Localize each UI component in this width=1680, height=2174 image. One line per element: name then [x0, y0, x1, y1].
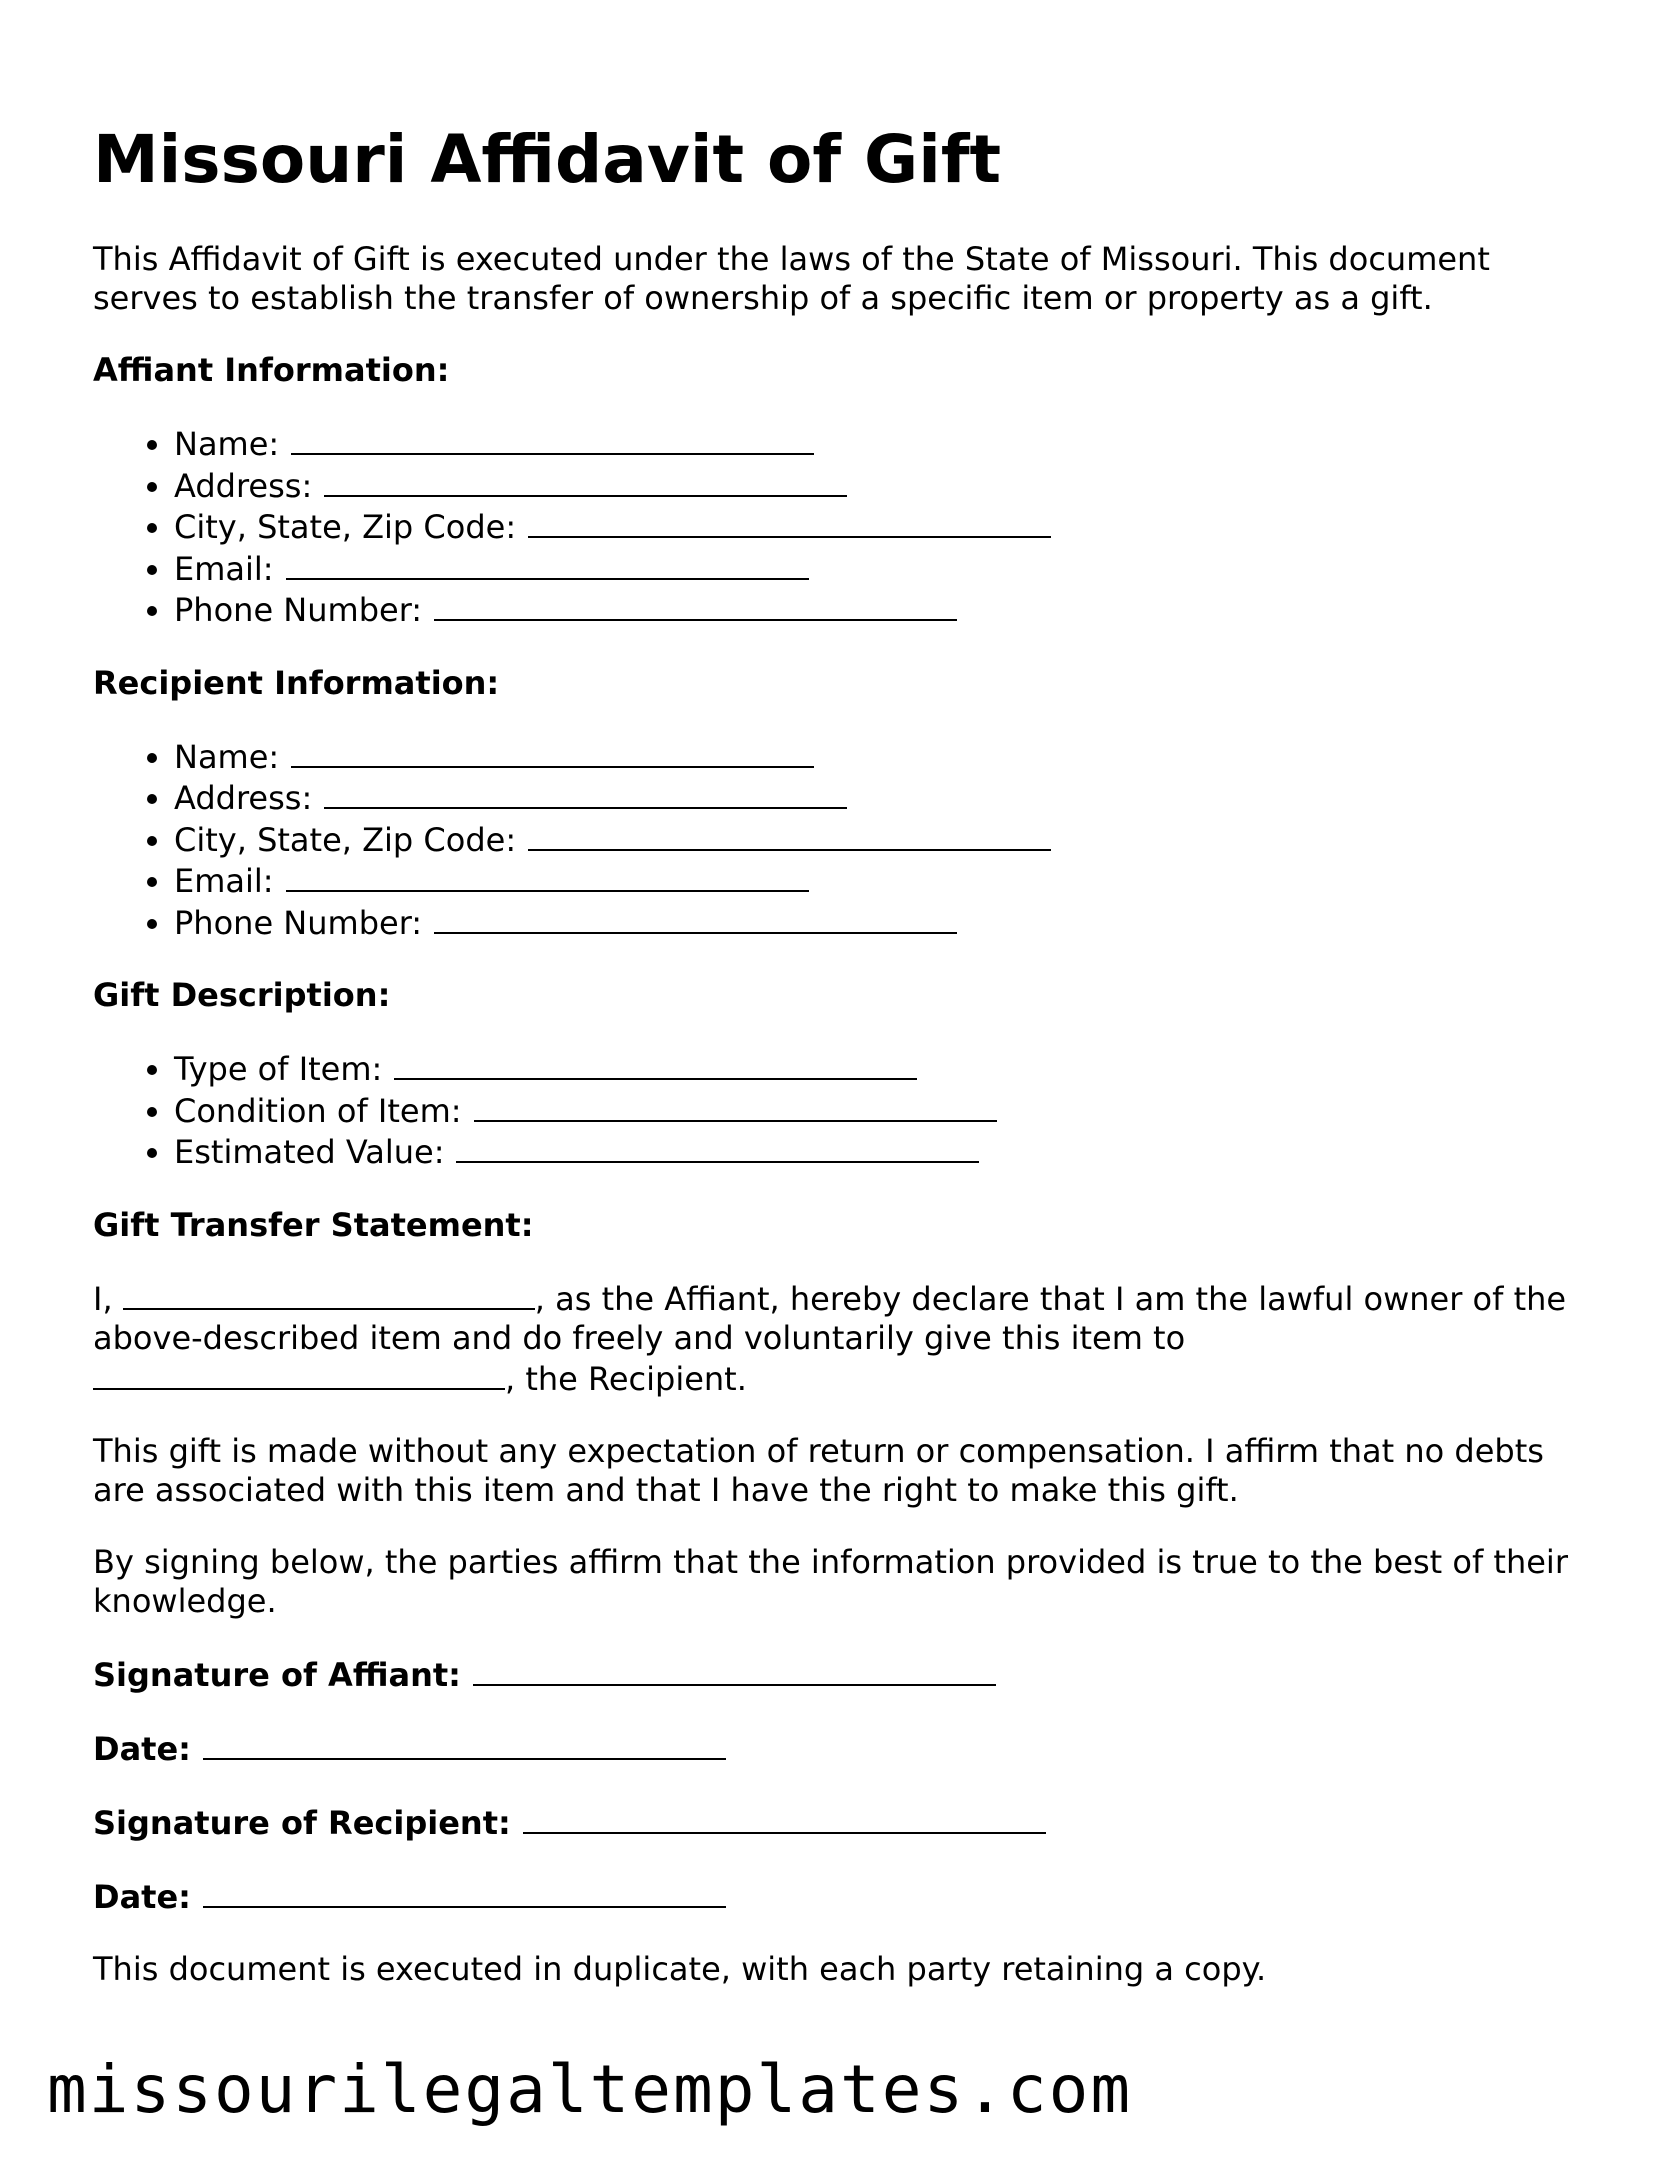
field-label: Phone Number: [174, 591, 423, 629]
gift-fields-list [93, 1048, 1603, 1173]
no-return-paragraph: This gift is made without any expectation of return or compensation. I affirm that no debts are associated with this item and that I have the right to make this gift. [93, 1431, 1544, 1509]
recipient-date-row [93, 1876, 1603, 1917]
recipient-email-blank[interactable] [286, 860, 809, 892]
affiant-fields-list [93, 423, 1603, 631]
list-item [174, 1090, 1603, 1132]
affirm-paragraph: By signing below, the parties affirm that the information provided is true to the best of their knowledge. [93, 1542, 1568, 1620]
document-title: Missouri Affidavit of Gift [93, 121, 1002, 198]
recipient-address-blank[interactable] [324, 777, 847, 809]
field-label: Email: [174, 549, 274, 588]
document-body [93, 240, 1603, 2022]
field-label: Phone Number: [174, 903, 423, 942]
list-item [174, 548, 1603, 590]
affiant-date-row [93, 1728, 1603, 1769]
affiant-heading: Affiant Information: [93, 351, 450, 389]
site-watermark: missourilegaltemplates.com [47, 2051, 1133, 2128]
field-label: Address: [174, 779, 313, 817]
intro-paragraph: This Affidavit of Gift is executed under the laws of the State of Missouri. This document serves to establish the transfer of ownership of a specific item or property as a gift. [93, 240, 1490, 317]
field-label: City, State, Zip Code: [174, 820, 517, 859]
list-item [174, 465, 1603, 507]
list-item [174, 423, 1603, 465]
recipient-fields-list [93, 736, 1603, 944]
list-item [174, 736, 1603, 778]
recipient-date-label: Date: [93, 1877, 191, 1916]
affiant-signature-label: Signature of Affiant: [93, 1655, 461, 1694]
recipient-date-blank[interactable] [203, 1876, 726, 1908]
list-item [174, 819, 1603, 861]
recipient-signature-row [93, 1802, 1603, 1843]
affiant-signature-blank[interactable] [473, 1654, 996, 1686]
list-item [174, 902, 1603, 944]
affiant-email-blank[interactable] [286, 548, 809, 580]
field-label: Name: [174, 425, 280, 463]
transfer-text-1: I, [93, 1279, 123, 1318]
list-item [174, 1131, 1603, 1173]
closing-paragraph: This document is executed in duplicate, with each party retaining a copy. [93, 1949, 1267, 1988]
list-item [174, 589, 1603, 631]
field-label: Email: [174, 862, 274, 900]
list-item [174, 1048, 1603, 1090]
recipient-city-state-zip-blank[interactable] [528, 819, 1051, 851]
transfer-text-3: , the Recipient. [505, 1359, 747, 1398]
recipient-name-inline-blank[interactable] [93, 1358, 505, 1390]
affiant-signature-row [93, 1654, 1603, 1695]
transfer-text-2: , as the Affiant, hereby declare that I am the lawful owner of the above-described item and do freely and voluntarily give this item to [93, 1279, 1567, 1357]
list-item [174, 506, 1603, 548]
transfer-statement [93, 1278, 1603, 1399]
transfer-heading: Gift Transfer Statement: [93, 1205, 534, 1244]
affiant-date-label: Date: [93, 1729, 191, 1768]
affiant-city-state-zip-blank[interactable] [528, 506, 1051, 538]
recipient-signature-blank[interactable] [523, 1802, 1046, 1834]
recipient-phone-blank[interactable] [434, 902, 957, 934]
affiant-name-blank[interactable] [291, 423, 814, 455]
affiant-phone-blank[interactable] [434, 589, 957, 621]
field-label: Address: [174, 466, 313, 505]
affiant-name-inline-blank[interactable] [123, 1278, 535, 1310]
affiant-address-blank[interactable] [324, 465, 847, 497]
field-label: City, State, Zip Code: [174, 508, 517, 546]
list-item [174, 777, 1603, 819]
field-label: Name: [174, 737, 280, 776]
field-label: Estimated Value: [174, 1133, 445, 1171]
field-label: Condition of Item: [174, 1091, 462, 1130]
gift-description-heading: Gift Description: [93, 976, 391, 1014]
recipient-name-blank[interactable] [291, 736, 814, 768]
gift-value-blank[interactable] [456, 1131, 979, 1163]
gift-type-blank[interactable] [394, 1048, 917, 1080]
gift-condition-blank[interactable] [474, 1090, 997, 1122]
recipient-heading: Recipient Information: [93, 663, 500, 702]
recipient-signature-label: Signature of Recipient: [93, 1803, 511, 1842]
list-item [174, 860, 1603, 902]
field-label: Type of Item: [174, 1050, 383, 1088]
affiant-date-blank[interactable] [203, 1728, 726, 1760]
